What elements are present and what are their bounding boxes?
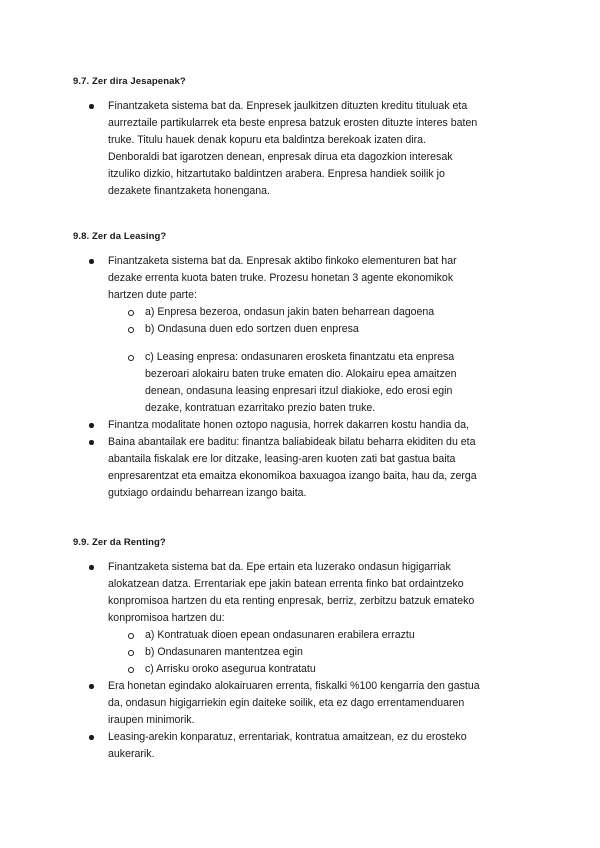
- list-item-text: Finantzaketa sistema bat da. Enpresak aktibo finkoko elementuren bat har: [108, 255, 457, 267]
- list-item-text: hartzen dute parte:: [108, 289, 197, 301]
- hollow-bullet-icon: [128, 355, 134, 361]
- bullet-icon: [89, 259, 94, 264]
- list-item-text: Denboraldi bat igarotzen denean, enpresak dirua eta dagozkion interesak: [108, 151, 453, 163]
- hollow-bullet-icon: [128, 667, 134, 673]
- bullet-icon: [89, 104, 94, 109]
- sub-item-text: denean, ondasuna leasing enpresari itzul diakioke, edo erosi egin: [145, 385, 453, 397]
- hollow-bullet-icon: [128, 633, 134, 639]
- section-heading: 9.8. Zer da Leasing?: [73, 231, 167, 242]
- bullet-icon: [89, 565, 94, 570]
- sub-item-text: a) Kontratuak dioen epean ondasunaren erabilera erraztu: [145, 629, 415, 641]
- list-item-text: Finantza modalitate honen oztopo nagusia, horrek dakarren kostu handia da,: [108, 419, 470, 431]
- hollow-bullet-icon: [128, 310, 134, 316]
- sub-item-text: dezake, kontratuan ezarritako prezio baten truke.: [145, 402, 376, 414]
- list-item-text: alokatzean datza. Errentariak epe jakin batean errenta finko bat ordaintzeko: [108, 578, 464, 590]
- list-item-text: konpromisoa hartzen du eta renting enpresak, berriz, zerbitzu batzuk emateko: [108, 595, 475, 607]
- sub-item-text: bezeroari alokairu baten truke ematen dio. Alokairu epea amaitzen: [145, 368, 457, 380]
- list-item-text: aurreztaile partikularrek eta beste enpresa batzuk erosten dituzte interes baten: [108, 117, 478, 129]
- sub-item-text: c) Arrisku oroko asegurua kontratatu: [145, 663, 316, 675]
- sub-item-text: a) Enpresa bezeroa, ondasun jakin baten beharrean dagoena: [145, 306, 435, 318]
- list-item-text: Leasing-arekin konparatuz, errentariak, kontratua amaitzean, ez du erosteko: [108, 731, 467, 743]
- list-item-text: gutxiago ordaindu beharrean izango baita.: [108, 487, 307, 499]
- section-heading: 9.7. Zer dira Jesapenak?: [73, 76, 186, 87]
- bullet-icon: [89, 423, 94, 428]
- list-item-text: iraupen minimorik.: [108, 714, 195, 726]
- hollow-bullet-icon: [128, 650, 134, 656]
- list-item-text: truke. Titulu hauek denak kopuru eta baldintza berekoak izaten dira.: [108, 134, 427, 146]
- bullet-icon: [89, 684, 94, 689]
- hollow-bullet-icon: [128, 327, 134, 333]
- list-item-text: dezake errenta kuota baten truke. Prozesu honetan 3 agente ekonomikok: [108, 272, 454, 284]
- sub-item-text: b) Ondasunaren mantentzea egin: [145, 646, 303, 658]
- list-item-text: itzuliko dizkio, hitzartutako baldintzen arabera. Enpresa handiek soilik jo: [108, 168, 445, 180]
- section-heading: 9.9. Zer da Renting?: [73, 537, 166, 548]
- list-item-text: abantaila fiskalak ere lor ditzake, leasing-aren kuoten zati bat gastua baita: [108, 453, 456, 465]
- list-item-text: Finantzaketa sistema bat da. Enpresek jaulkitzen dituzten kreditu tituluak eta: [108, 100, 468, 112]
- bullet-icon: [89, 440, 94, 445]
- sub-item-text: b) Ondasuna duen edo sortzen duen enpresa: [145, 323, 359, 335]
- list-item-text: Era honetan egindako alokairuaren errenta, fiskalki %100 kengarria den gastua: [108, 680, 480, 692]
- list-item-text: konpromisoa hartzen du:: [108, 612, 225, 624]
- list-item-text: dezakete finantzaketa honengana.: [108, 185, 270, 197]
- list-item-text: enpresarentzat eta emaitza ekonomikoa baxuagoa izango baita, hau da, zerga: [108, 470, 477, 482]
- list-item-text: da, ondasun higigarriekin egin daiteke soilik, eta ez dago errentamenduaren: [108, 697, 465, 709]
- bullet-icon: [89, 735, 94, 740]
- list-item-text: Finantzaketa sistema bat da. Epe ertain eta luzerako ondasun higigarriak: [108, 561, 451, 573]
- list-item-text: aukerarik.: [108, 748, 155, 760]
- sub-item-text: c) Leasing enpresa: ondasunaren erosketa finantzatu eta enpresa: [145, 351, 455, 363]
- list-item-text: Baina abantailak ere baditu: finantza baliabideak bilatu beharra ekiditen du eta: [108, 436, 476, 448]
